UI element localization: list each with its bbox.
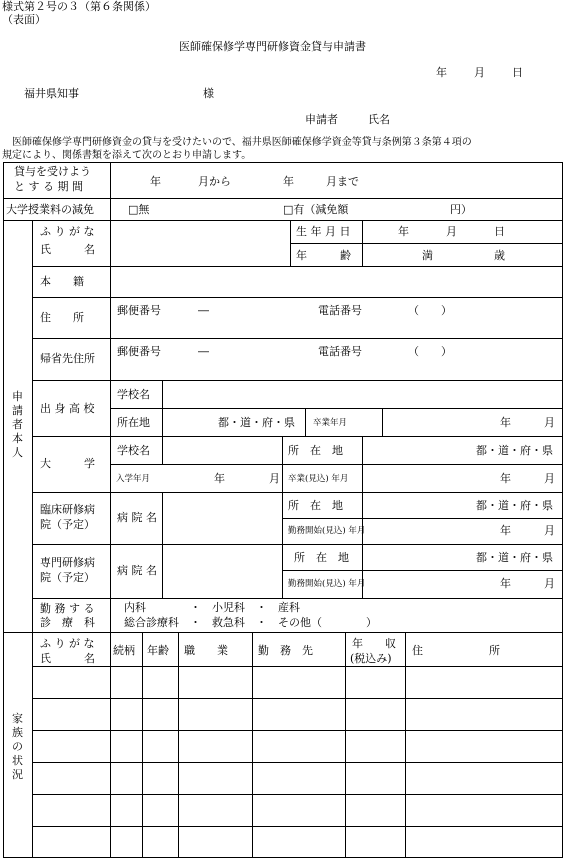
form-number: 様式第２号の３（第６条関係） — [2, 0, 156, 13]
period-label-line1: 貸与を受けよう — [14, 165, 91, 178]
applicant-name-label: 氏名 — [368, 113, 390, 126]
specialty-work-start-label: 勤務開始(見込) 年月 — [288, 579, 366, 589]
family-row[interactable] — [33, 731, 562, 762]
specialty-prefecture[interactable]: 都・道・府・県 — [476, 551, 553, 564]
address-postal-label[interactable]: 郵便番号 — [117, 304, 161, 317]
specialty-hospital-label-line2: 院（予定） — [40, 571, 95, 584]
tuition-yes-checkbox[interactable]: □有（減免額 — [283, 203, 349, 216]
homecoming-address-label: 帰省先住所 — [40, 352, 95, 365]
age-man-label[interactable]: 満 — [422, 249, 433, 262]
period-start-month[interactable]: 月から — [198, 175, 231, 188]
clinical-work-start-label: 勤務開始(見込) 年月 — [288, 526, 366, 536]
family-row[interactable] — [33, 827, 562, 857]
department-label-line1: 勤 務 す る — [40, 602, 95, 615]
homecoming-phone-label[interactable]: 電話番号 — [318, 345, 362, 358]
honseki-label: 本 籍 — [40, 275, 84, 288]
specialty-work-start-value[interactable]: 年 月 — [500, 577, 555, 590]
family-col-furigana-line2: 氏 名 — [40, 652, 95, 665]
homecoming-phone-paren: （ ） — [408, 345, 452, 358]
univ-entry-value[interactable]: 年 月 — [214, 472, 280, 485]
birth-day-label[interactable]: 日 — [494, 225, 505, 238]
department-label-line2: 診 療 科 — [40, 616, 95, 629]
tuition-yen-unit: 円） — [450, 203, 472, 216]
date-year-label: 年 — [436, 66, 447, 79]
univ-grad-year-month[interactable]: 年 月 — [500, 472, 555, 485]
family-row[interactable] — [33, 763, 562, 794]
address-postal-dash: ― — [198, 304, 209, 317]
homecoming-postal-dash: ― — [198, 345, 209, 358]
specialty-location-label: 所 在 地 — [294, 551, 349, 564]
university-label: 大 学 — [40, 457, 95, 470]
clinical-hospital-name-label: 病 院 名 — [117, 511, 157, 524]
applicant-label: 申請者 — [305, 113, 338, 126]
intro-text-line1: 医師確保修学専門研修資金の貸与を受けたいので、福井県医師確保修学資金等貸与条例第３条第４項の — [12, 137, 472, 148]
family-col-income-line2: (税込み) — [350, 652, 392, 665]
hs-school-name-label: 学校名 — [117, 388, 150, 401]
applicant-side-label: 申請者本人 — [12, 390, 23, 459]
univ-prefecture[interactable]: 都・道・府・県 — [476, 444, 553, 457]
clinical-hospital-label-line1: 臨床研修病 — [40, 503, 95, 516]
furigana-label-line1: ふ り が な — [40, 225, 95, 238]
period-start-year[interactable]: 年 — [150, 175, 161, 188]
address-phone-label[interactable]: 電話番号 — [318, 304, 362, 317]
birth-year-label[interactable]: 年 — [398, 225, 409, 238]
high-school-label: 出 身 高 校 — [40, 402, 95, 415]
family-side-label: 家族の状況 — [12, 712, 23, 781]
addressee: 福井県知事 — [24, 87, 79, 100]
hs-grad-year-month[interactable]: 年 月 — [500, 416, 555, 429]
univ-location-label: 所 在 地 — [288, 444, 343, 457]
date-month-label: 月 — [474, 66, 485, 79]
hs-prefecture[interactable]: 都・道・府・県 — [218, 416, 295, 429]
address-phone-paren: （ ） — [408, 304, 452, 317]
clinical-hospital-label-line2: 院（予定） — [40, 518, 95, 531]
homecoming-postal-label[interactable]: 郵便番号 — [117, 345, 161, 358]
date-day-label: 日 — [512, 66, 523, 79]
addressee-honorific: 様 — [203, 87, 214, 100]
univ-school-name-label: 学校名 — [117, 444, 150, 457]
family-row[interactable] — [33, 667, 562, 698]
side-indicator: （表面） — [2, 13, 46, 26]
age-sai-label[interactable]: 歳 — [494, 249, 505, 262]
family-col-workplace: 勤 務 先 — [258, 644, 313, 657]
clinical-prefecture[interactable]: 都・道・府・県 — [476, 499, 553, 512]
clinical-location-label: 所 在 地 — [288, 499, 343, 512]
period-end-month[interactable]: 月まで — [326, 175, 359, 188]
hs-grad-year-label: 卒業年月 — [313, 418, 348, 428]
age-label: 年 齢 — [296, 249, 351, 262]
clinical-work-start-value[interactable]: 年 月 — [500, 524, 555, 537]
birthdate-label: 生 年 月 日 — [296, 225, 351, 238]
tuition-label: 大学授業料の減免 — [6, 203, 94, 216]
univ-entry-label: 入学年月 — [116, 474, 151, 484]
birth-month-label[interactable]: 月 — [446, 225, 457, 238]
period-label-line2: と す る 期 間 — [14, 180, 83, 193]
family-col-relation: 続柄 — [113, 644, 135, 657]
specialty-hospital-label-line1: 専門研修病 — [40, 556, 95, 569]
intro-text-line2: 規定により、関係書類を添えて次のとおり申請します。 — [2, 150, 252, 161]
family-col-occupation: 職 業 — [184, 644, 228, 657]
address-label: 住 所 — [40, 311, 84, 324]
department-options-row1[interactable]: 内科 ・ 小児科 ・ 産科 — [124, 601, 300, 614]
family-col-age: 年齢 — [147, 644, 169, 657]
period-end-year[interactable]: 年 — [283, 175, 294, 188]
hs-location-label: 所在地 — [117, 416, 150, 429]
family-col-address: 住 所 — [412, 644, 500, 657]
univ-grad-expected-label: 卒業(見込) 年月 — [288, 474, 349, 484]
family-col-income-line1: 年 収 — [352, 637, 396, 650]
tuition-none-checkbox[interactable]: □無 — [128, 203, 150, 216]
family-col-furigana-line1: ふ り が な — [40, 637, 95, 650]
family-row[interactable] — [33, 795, 562, 826]
furigana-label-line2: 氏 名 — [40, 243, 95, 256]
specialty-hospital-name-label: 病 院 名 — [117, 564, 157, 577]
department-options-row2[interactable]: 総合診療科 ・ 救急科 ・ その他（ ） — [124, 616, 377, 629]
page-title: 医師確保修学専門研修資金貸与申請書 — [179, 40, 366, 53]
family-row[interactable] — [33, 699, 562, 730]
